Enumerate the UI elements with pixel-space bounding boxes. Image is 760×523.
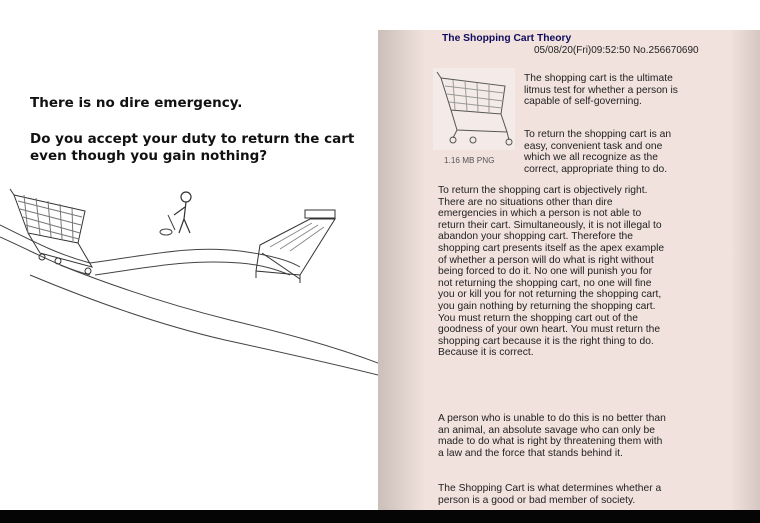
meme-caption-line-1: There is no dire emergency. <box>30 95 243 111</box>
post-paragraph-3: To return the shopping cart is objectively right. There are no situations other than dire emergencies in which a person is not able to return their cart. Simultaneously, it is not illegal to abandon your shopping cart. Therefore the shopping cart presents itself as the apex example of whether a person will do what is right without being forced to do it. No one will punish you for not returning the shopping cart, no one will fine you or kill you for not returning the shopping cart, you gain nothing by returning the shopping cart. You must return the shopping cart out of the goodness of your own heart. You must return the shopping cart because it is the right thing to do. Because it is correct. <box>438 185 665 359</box>
trolley-problem-illustration <box>0 175 378 395</box>
shopping-cart-thumbnail[interactable] <box>433 68 515 150</box>
person-at-lever <box>174 192 191 233</box>
meme-panel <box>0 0 378 510</box>
post-date-number: 05/08/20(Fri)09:52:50 No.256670690 <box>534 45 699 56</box>
meme-caption-line-3: even though you gain nothing? <box>30 148 268 164</box>
meme-caption-line-2: Do you accept your duty to return the cart <box>30 131 355 147</box>
post-paragraph-5: The Shopping Cart is what determines whether a person is a good or bad member of society. <box>438 483 662 506</box>
post-paragraph-2: To return the shopping cart is an easy, convenient task and one which we all recognize as the correct, appropriate thing to do. <box>524 129 672 175</box>
post-paragraph-4: A person who is unable to do this is no better than an animal, an absolute savage who can only be made to do what is right by threatening them with a law and the force that stands behind it. <box>438 413 666 459</box>
cart-corral <box>256 210 335 283</box>
file-size-label: 1.16 MB PNG <box>444 156 495 165</box>
post-title: The Shopping Cart Theory <box>442 33 572 44</box>
bottom-black-bar <box>0 510 760 523</box>
track-lower-branch <box>60 265 378 363</box>
post-paragraph-1: The shopping cart is the ultimate litmus test for whether a person is capable of self-governing. <box>524 73 678 108</box>
track-upper-branch <box>90 249 300 267</box>
